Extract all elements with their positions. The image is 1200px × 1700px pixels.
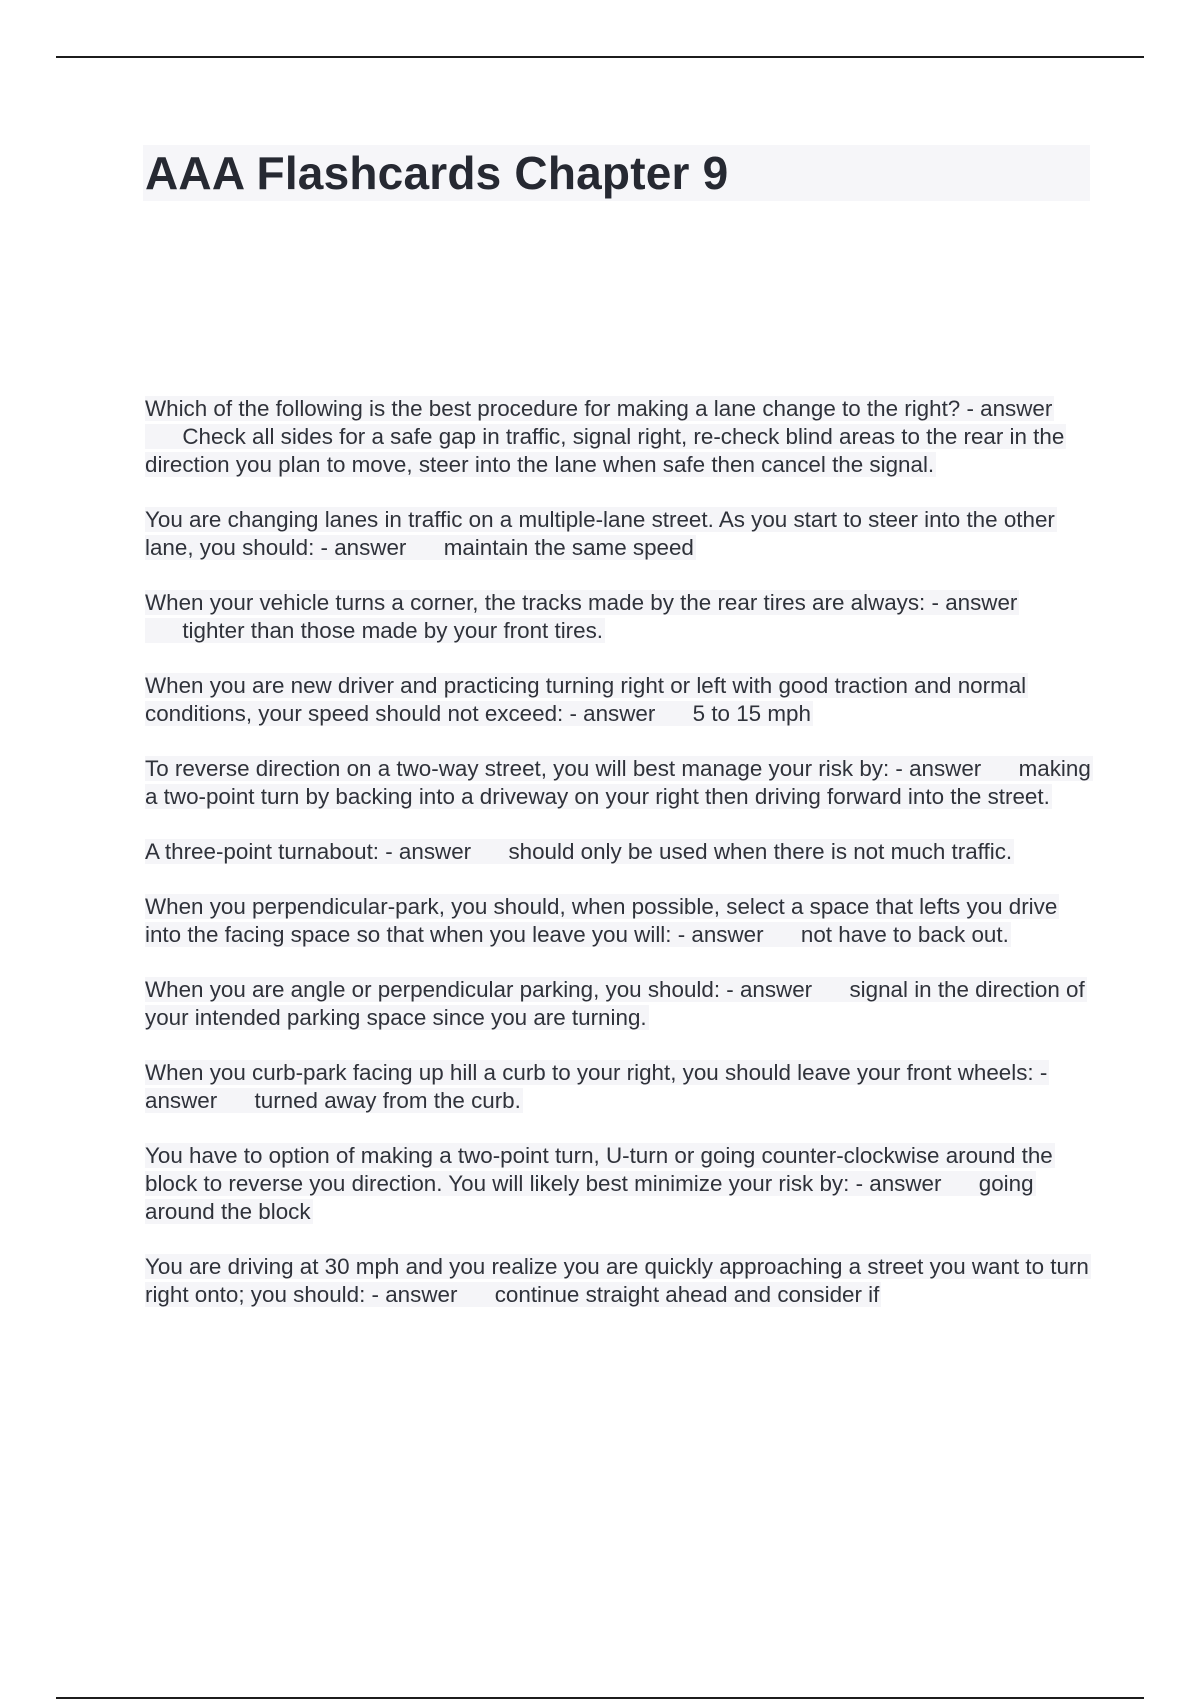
answer-separator: - answer [365,1282,458,1307]
flashcard-question: Which of the following is the best procedure for making a lane change to the right? [145,396,961,421]
flashcard [145,395,1095,479]
flashcard [145,976,1095,1032]
answer-separator: - answer [925,590,1018,615]
flashcard [145,893,1095,949]
flashcard-question: When you are angle or perpendicular parking, you should: [145,977,721,1002]
flashcard-answer: going around the block [145,1171,1034,1224]
answer-separator: - answer [960,396,1053,421]
answer-separator: - answer [145,1060,1048,1113]
flashcard-question: You have to option of making a two-point turn, U-turn or going counter-clockwise around the block to reverse you direction. You will likely best minimize your risk by: [145,1143,1053,1196]
flashcard [145,672,1095,728]
flashcard-answer: Check all sides for a safe gap in traffic, signal right, re-check blind areas to the rear in the direction you plan to move, steer into the lane when safe then cancel the signal. [145,424,1065,477]
answer-separator: - answer [849,1171,942,1196]
answer-separator: - answer [889,756,982,781]
flashcard-answer: not have to back out. [800,922,1009,947]
flashcard-list [145,395,1095,1336]
flashcard-question: You are changing lanes in traffic on a multiple-lane street. As you start to steer into the other lane, you should: [145,507,1055,560]
answer-separator: - answer [314,535,407,560]
flashcard-answer: tighter than those made by your front tires. [182,618,603,643]
flashcard [145,755,1095,811]
flashcard [145,1253,1095,1309]
flashcard-question: When your vehicle turns a corner, the tracks made by the rear tires are always: [145,590,926,615]
flashcard-answer: 5 to 15 mph [692,701,811,726]
flashcard-question: You are driving at 30 mph and you realize you are quickly approaching a street you want to turn right onto; you should: [145,1254,1089,1307]
flashcard [145,589,1095,645]
flashcard-answer: maintain the same speed [443,535,694,560]
answer-separator: - answer [720,977,813,1002]
answer-separator: - answer [671,922,764,947]
flashcard [145,506,1095,562]
top-rule [56,56,1144,58]
flashcard-question: When you are new driver and practicing turning right or left with good traction and normal conditions, your speed should not exceed: [145,673,1027,726]
flashcard-answer: making a two-point turn by backing into a driveway on your right then driving forward into the street. [145,756,1091,809]
flashcard [145,1059,1095,1115]
flashcard-answer: turned away from the curb. [254,1088,521,1113]
flashcard-question: A three-point turnabout: [145,839,380,864]
flashcard [145,838,1095,866]
flashcard-question: When you perpendicular-park, you should, when possible, select a space that lefts you drive into the facing space so that when you leave you will: [145,894,1058,947]
answer-separator: - answer [563,701,656,726]
flashcard-answer: continue straight ahead and consider if [494,1282,880,1307]
flashcard-question: When you curb-park facing up hill a curb to your right, you should leave your front wheels: [145,1060,1034,1085]
flashcard-question: To reverse direction on a two-way street, you will best manage your risk by: [145,756,890,781]
flashcard-answer: should only be used when there is not much traffic. [508,839,1013,864]
page-title: AAA Flashcards Chapter 9 [145,147,729,199]
answer-separator: - answer [379,839,472,864]
flashcard [145,1142,1095,1226]
flashcard-answer: signal in the direction of your intended parking space since you are turning. [145,977,1085,1030]
bottom-rule [56,1697,1144,1699]
